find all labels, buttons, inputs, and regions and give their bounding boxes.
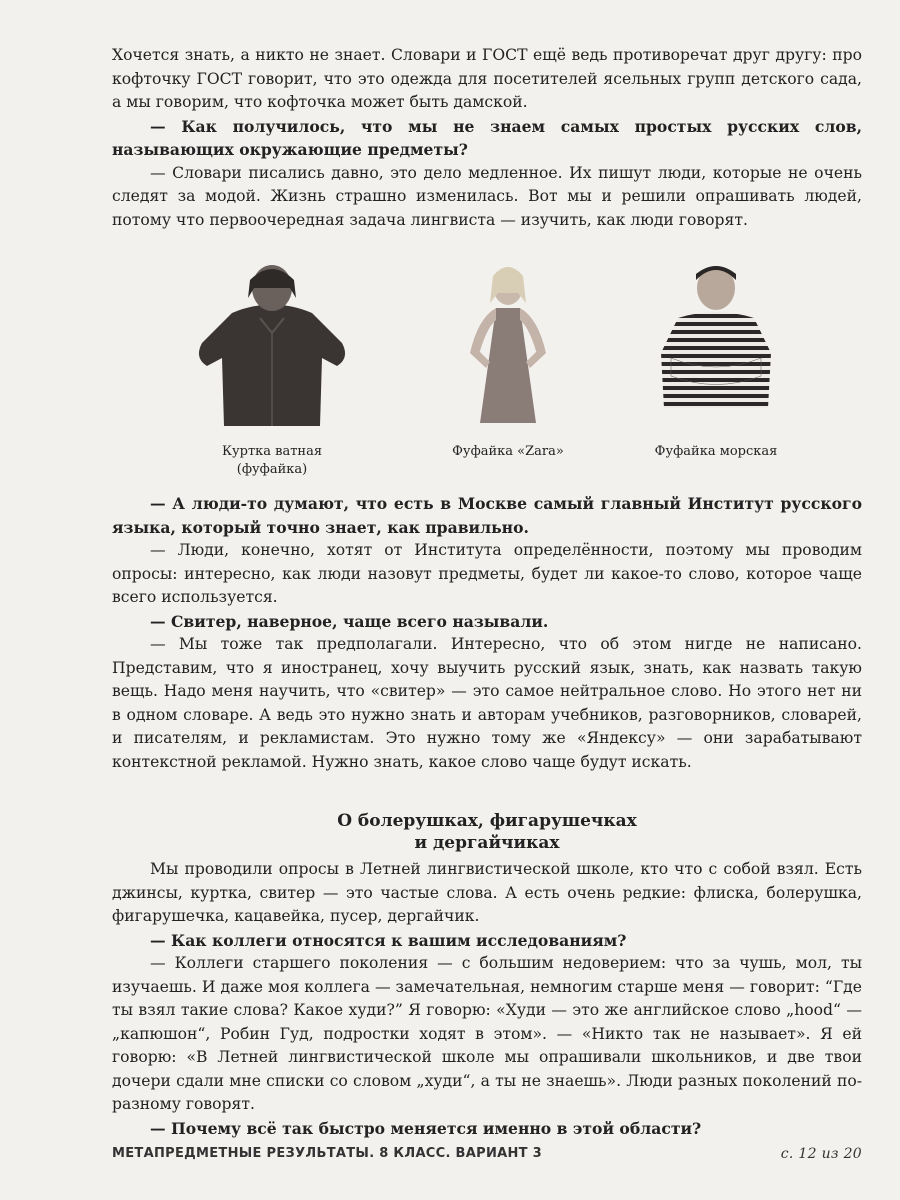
figure-caption: Фуфайка «Zara» (452, 444, 564, 459)
photo-quilted-jacket (172, 258, 372, 433)
figure-caption: Фуфайка морская (654, 444, 778, 459)
photo-striped-shirt (616, 258, 816, 433)
interview-question: — Свитер, наверное, чаще всего называли. (150, 611, 549, 631)
figure-striped-shirt (616, 258, 816, 461)
page-footer (112, 1146, 862, 1162)
figure-caption: Куртка ватная (фуфайка) (221, 444, 323, 477)
interview-answer: — Коллеги старшего поколения — с большим недоверием: что за чушь, мол, ты изучаешь. И даже моя коллега — замечательная, немногим старше меня — говорит: “Где ты взял такие слова? Какое худи?” Я говорю: «Худи — это же английское слово „hood“ — „капюшон“, Робин Гуд, подростки ходят в этом». — «Никто так не называет». Я ей говорю: «В Летней лингвистической школе мы опрашивали школьников, и две твои дочери сдали мне списки со словом „худи“, а ты не знаешь». Люди разных поколений по-разному говорят. (112, 954, 862, 1113)
paragraph: Мы проводили опросы в Летней лингвистической школе, кто что с собой взял. Есть джинсы, куртка, свитер — это частые слова. А есть очень редкие: флиска, болерушка, фигарушечка, кацавейка, пусер, дергайчик. (112, 860, 862, 925)
figure-quilted-jacket (172, 258, 372, 479)
interview-answer: — Люди, конечно, хотят от Института определённости, поэтому мы проводим опросы: интересно, как люди назовут предметы, будет ли какое-то слово, которое чаще всего используется. (112, 541, 862, 606)
interview-question: — Почему всё так быстро меняется именно в этой области? (150, 1118, 702, 1138)
figure-zara-top (408, 258, 608, 461)
paragraph: Хочется знать, а никто не знает. Словари и ГОСТ ещё ведь противоречат друг другу: про кофточку ГОСТ говорит, что это одежда для посетителей ясельных групп детского сада, а мы говорим, что кофточка может быть дамской. (112, 46, 862, 111)
section-heading: О болерушках, фигарушечках и дергайчиках (337, 811, 637, 853)
page-number: с. 12 из 20 (780, 1146, 862, 1162)
text-block-institute (112, 492, 862, 774)
interview-answer: — Словари писались давно, это дело медленное. Их пишут люди, которые не очень следят за модой. Жизнь страшно изменилась. Вот мы и решили опрашивать людей, потому что первоочередная задача лингвиста — изучить, как люди говорят. (112, 163, 862, 229)
interview-question: — Как коллеги относятся к вашим исследованиям? (150, 930, 627, 950)
footer-title: МЕТАПРЕДМЕТНЫЕ РЕЗУЛЬТАТЫ. 8 КЛАСС. ВАРИАНТ 3 (112, 1146, 543, 1161)
text-block-intro (112, 44, 862, 232)
text-block-survey (112, 858, 862, 1140)
interview-question: — Как получилось, что мы не знаем самых простых русских слов, называющих окружающие предметы? (112, 116, 862, 159)
interview-question: — А люди-то думают, что есть в Москве самый главный Институт русского языка, который точно знает, как правильно. (112, 494, 862, 537)
interview-answer: — Мы тоже так предполагали. Интересно, что об этом нигде не написано. Представим, что я иностранец, хочу выучить русский язык, знать, как назвать такую вещь. Надо меня научить, что «свитер» — это самое нейтральное слово. Но этого нет ни в одном словаре. А ведь это нужно знать и авторам учебников, разговорников, словарей, и писателям, и рекламистам. Это нужно тому же «Яндексу» — они зарабатывают контекстной рекламой. Нужно знать, какое слово чаще будут искать. (112, 635, 862, 771)
photo-zara-top (408, 258, 608, 433)
